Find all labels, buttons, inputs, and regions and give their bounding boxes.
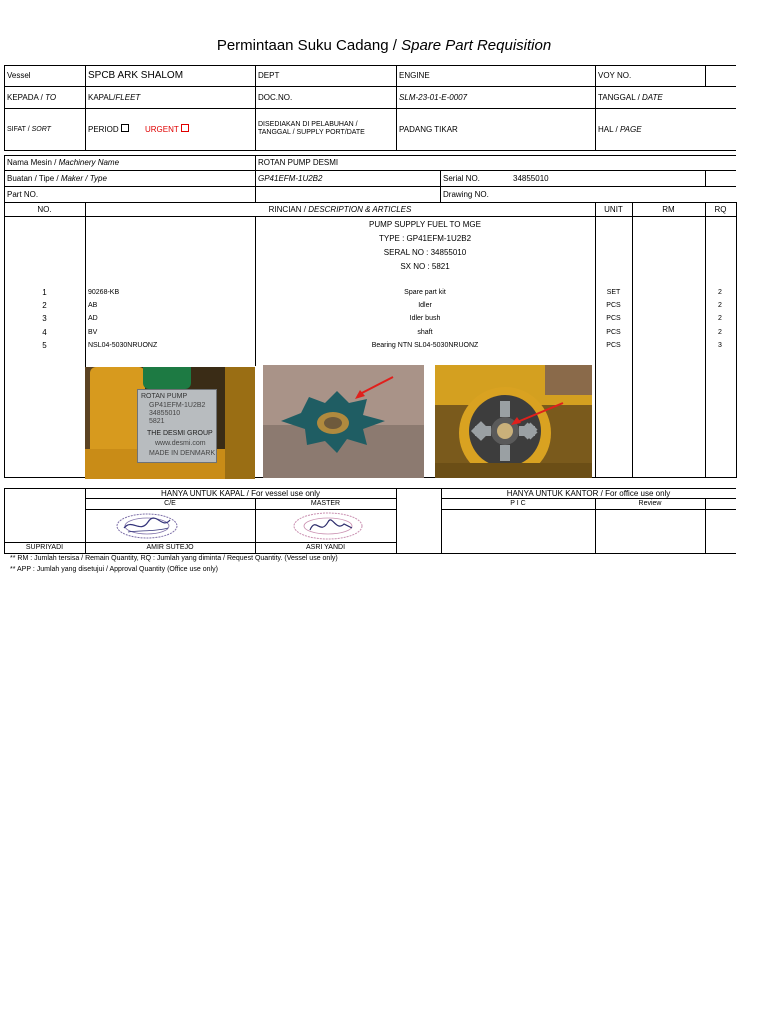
item-heading-3: SERAL NO : 34855010 bbox=[383, 248, 467, 257]
pic-label: P I C bbox=[510, 500, 526, 507]
machine-name-value: ROTAN PUMP DESMI bbox=[258, 158, 339, 167]
nameplate-line-5: THE DESMI GROUP bbox=[147, 430, 213, 437]
machine-name-label bbox=[7, 157, 119, 169]
note-2: ** APP : Jumlah yang disetujui / Approval Quantity (Office use only) bbox=[10, 566, 218, 573]
urgent-option[interactable] bbox=[145, 124, 189, 136]
docno-value: SLM-23-01-E-0007 bbox=[399, 93, 468, 102]
hal-label bbox=[598, 124, 642, 136]
rule bbox=[4, 86, 736, 87]
row-no: 2 bbox=[42, 301, 47, 310]
row-unit: PCS bbox=[606, 329, 621, 336]
rule bbox=[4, 202, 736, 203]
row-rq: 3 bbox=[718, 342, 722, 349]
rule bbox=[441, 498, 736, 499]
rule bbox=[85, 498, 396, 499]
kepada-label bbox=[7, 92, 56, 104]
rule bbox=[440, 170, 441, 202]
row-desc: Bearing NTN SL04-5030NRUONZ bbox=[371, 342, 479, 349]
row-unit: SET bbox=[606, 289, 621, 296]
rule bbox=[4, 170, 736, 171]
col-desc-text: RINCIAN / bbox=[268, 205, 309, 214]
ce-label: C/E bbox=[164, 500, 176, 507]
sifat-label-italic: SORT bbox=[31, 126, 51, 133]
rule bbox=[595, 65, 596, 151]
serial-value: 34855010 bbox=[513, 174, 549, 183]
kepada-value-italic: FLEET bbox=[115, 93, 141, 102]
dept-label: DEPT bbox=[258, 71, 280, 80]
rule bbox=[705, 202, 706, 478]
nameplate-line-6: www.desmi.com bbox=[155, 440, 206, 447]
rule bbox=[4, 186, 736, 187]
row-no: 4 bbox=[42, 328, 47, 337]
col-unit-header: UNIT bbox=[604, 205, 623, 214]
row-no: 3 bbox=[42, 314, 47, 323]
row-code: 90268-KB bbox=[88, 289, 120, 296]
urgent-checkbox[interactable] bbox=[181, 124, 189, 132]
maker-label-text: Buatan / Tipe / bbox=[7, 174, 61, 183]
row-unit: PCS bbox=[606, 302, 621, 309]
idler-gear-image bbox=[263, 365, 424, 478]
rule bbox=[4, 216, 736, 217]
row-rq: 2 bbox=[718, 289, 722, 296]
row-code: AD bbox=[88, 315, 98, 322]
disediakan-value: PADANG TIKAR bbox=[399, 125, 458, 134]
rule bbox=[705, 170, 706, 186]
row-code: AB bbox=[88, 302, 98, 309]
row-desc: Idler bbox=[418, 302, 432, 309]
title-italic: Spare Part Requisition bbox=[401, 37, 552, 54]
col-desc-italic: DESCRIPTION & ARTICLES bbox=[308, 205, 412, 214]
kepada-label-text: KEPADA / bbox=[7, 93, 46, 102]
nameplate-line-1: ROTAN PUMP bbox=[141, 393, 188, 400]
col-rm-header: RM bbox=[662, 205, 675, 214]
tanggal-label-italic: DATE bbox=[642, 93, 663, 102]
master-signature bbox=[288, 510, 368, 542]
rule bbox=[396, 488, 397, 554]
rule bbox=[441, 509, 736, 510]
item-heading-2: TYPE : GP41EFM-1U2B2 bbox=[378, 234, 472, 243]
nameplate-line-3: 34855010 bbox=[149, 410, 181, 417]
rule bbox=[4, 65, 5, 151]
col-desc-header bbox=[85, 204, 595, 216]
rule bbox=[4, 542, 396, 543]
nameplate-line-7: MADE IN DENMARK bbox=[149, 450, 216, 457]
maker-label-italic: Maker / Type bbox=[60, 174, 107, 183]
row-desc: Idler bush bbox=[409, 315, 441, 322]
rule bbox=[4, 553, 736, 554]
docno-label: DOC.NO. bbox=[258, 93, 293, 102]
signer-3-name: ASRI YANDI bbox=[305, 544, 346, 551]
serial-label: Serial NO. bbox=[443, 174, 480, 183]
row-desc: Spare part kit bbox=[404, 289, 446, 296]
row-unit: PCS bbox=[606, 342, 621, 349]
rule bbox=[4, 155, 5, 203]
row-desc: shaft bbox=[417, 329, 433, 336]
rule bbox=[4, 108, 736, 109]
tanggal-label-text: TANGGAL / bbox=[598, 93, 643, 102]
partno-label: Part NO. bbox=[7, 190, 39, 199]
period-option[interactable] bbox=[88, 124, 129, 136]
row-code: NSL04-5030NRUONZ bbox=[88, 342, 158, 349]
row-rq: 2 bbox=[718, 329, 722, 336]
document-title bbox=[0, 37, 768, 54]
item-heading-1: PUMP SUPPLY FUEL TO MGE bbox=[369, 220, 481, 229]
rule bbox=[4, 150, 736, 151]
hal-label-text: HAL / bbox=[598, 125, 620, 134]
sifat-label-text: SIFAT / bbox=[7, 126, 32, 133]
nameplate-line-4: 5821 bbox=[149, 418, 165, 425]
rule bbox=[85, 65, 86, 151]
engine-label: ENGINE bbox=[399, 71, 430, 80]
rule bbox=[736, 202, 737, 478]
pump-rotor-image bbox=[435, 365, 592, 478]
row-no: 1 bbox=[42, 288, 47, 297]
hal-label-italic: PAGE bbox=[619, 125, 642, 134]
rule bbox=[705, 498, 706, 554]
idler-gear-photo bbox=[263, 365, 424, 478]
pump-rotor-photo bbox=[435, 365, 592, 478]
drawing-label: Drawing NO. bbox=[443, 190, 489, 199]
kepada-value-text: KAPAL/ bbox=[88, 93, 116, 102]
machine-name-label-italic: Machinery Name bbox=[58, 158, 120, 167]
sifat-label bbox=[7, 126, 51, 134]
disediakan-label-1: DISEDIAKAN DI PELABUHAN / bbox=[258, 121, 358, 128]
row-rq: 2 bbox=[718, 315, 722, 322]
maker-value: GP41EFM-1U2B2 bbox=[258, 174, 323, 183]
row-code: BV bbox=[88, 329, 98, 336]
row-unit: PCS bbox=[606, 315, 621, 322]
period-checkbox[interactable] bbox=[121, 124, 129, 132]
row-no: 5 bbox=[42, 341, 47, 350]
vessel-value: SPCB ARK SHALOM bbox=[88, 70, 184, 81]
machine-name-label-text: Nama Mesin / bbox=[7, 158, 59, 167]
review-label: Review bbox=[638, 500, 662, 507]
rule bbox=[396, 65, 397, 151]
rule bbox=[4, 65, 736, 66]
pump-nameplate-photo bbox=[85, 367, 255, 479]
maker-label bbox=[7, 173, 107, 185]
nameplate-line-2: GP41EFM-1U2B2 bbox=[149, 402, 206, 409]
ce-signature bbox=[110, 510, 185, 542]
voy-label: VOY NO. bbox=[598, 71, 632, 80]
signer-2-name: AMIR SUTEJO bbox=[146, 544, 194, 551]
rule bbox=[632, 202, 633, 478]
kepada-label-italic: TO bbox=[45, 93, 57, 102]
period-label: PERIOD bbox=[88, 125, 119, 134]
rule bbox=[4, 155, 736, 156]
vessel-label: Vessel bbox=[7, 71, 31, 80]
urgent-label: URGENT bbox=[145, 125, 179, 134]
master-label: MASTER bbox=[310, 500, 341, 507]
disediakan-label-2: TANGGAL / SUPPLY PORT/DATE bbox=[258, 129, 365, 136]
rule bbox=[705, 65, 706, 87]
tanggal-label bbox=[598, 92, 663, 104]
office-use-header: HANYA UNTUK KANTOR / For office use only bbox=[506, 489, 671, 498]
item-heading-4: SX NO : 5821 bbox=[400, 262, 450, 271]
kepada-value bbox=[88, 92, 140, 104]
vessel-use-header: HANYA UNTUK KAPAL / For vessel use only bbox=[160, 489, 320, 498]
rule bbox=[255, 65, 256, 151]
rule bbox=[255, 155, 256, 203]
note-1: ** RM : Jumlah tersisa / Remain Quantity, RQ : Jumlah yang diminta / Request Quantity. (Vessel use only) bbox=[10, 555, 338, 562]
col-no-header: NO. bbox=[37, 205, 52, 214]
title-main: Permintaan Suku Cadang / bbox=[216, 37, 402, 54]
signer-1-name: SUPRIYADI bbox=[25, 544, 64, 551]
col-rq-header: RQ bbox=[714, 205, 727, 214]
rule bbox=[595, 202, 596, 478]
row-rq: 2 bbox=[718, 302, 722, 309]
